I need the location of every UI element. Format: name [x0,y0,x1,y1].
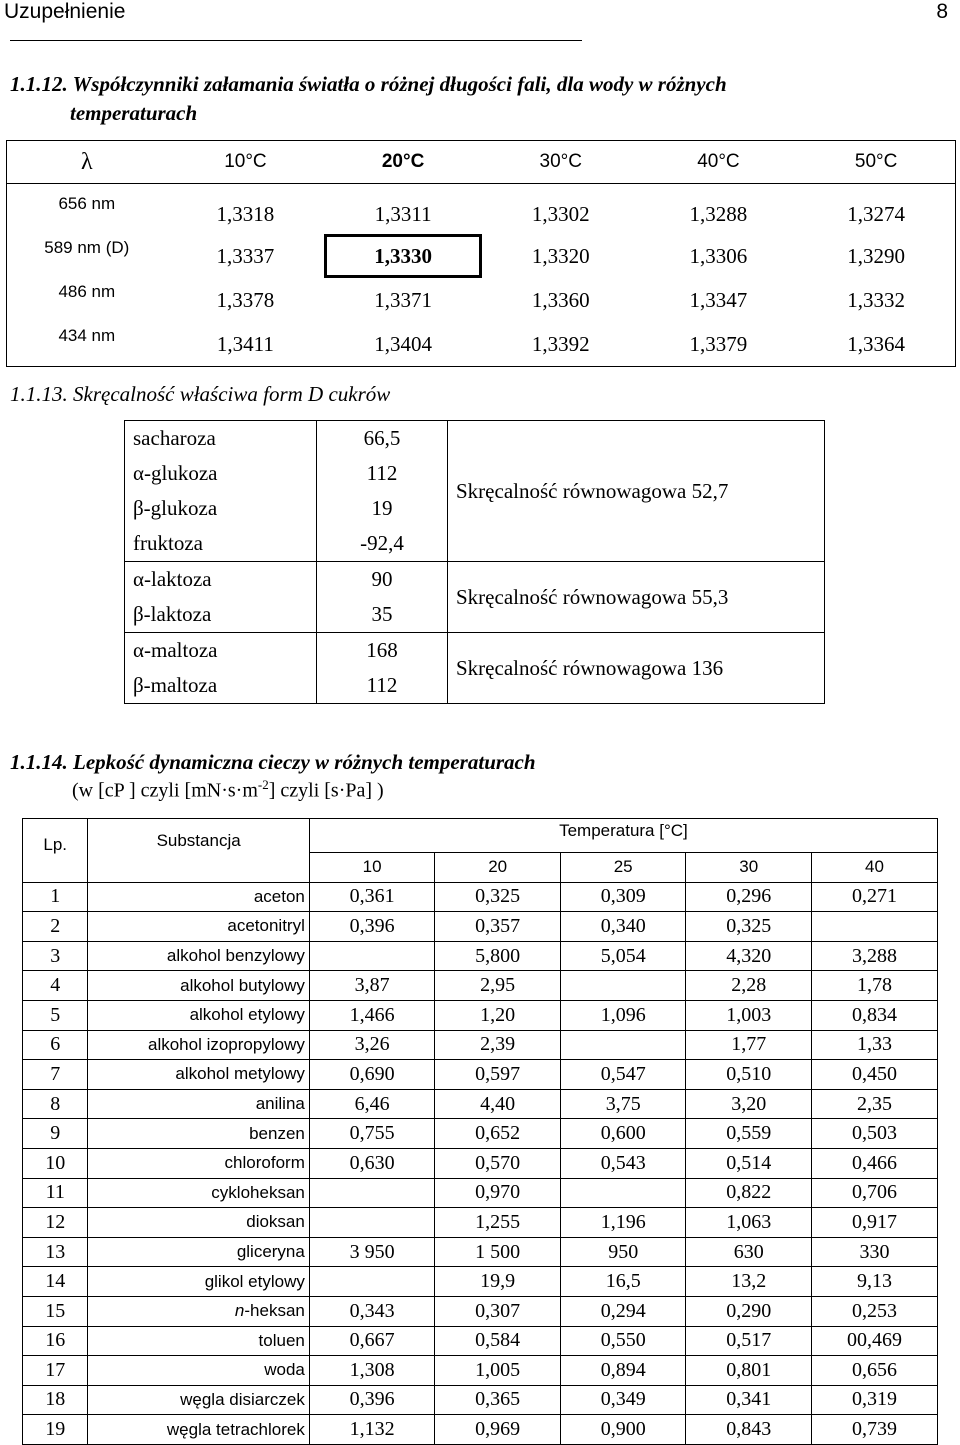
viscosity-value [811,912,937,942]
viscosity-value: 0,900 [560,1415,686,1445]
substance-name: alkohol butylowy [88,971,309,1001]
table-row [23,1148,938,1178]
temp-col-header: 10 [309,853,435,883]
table-row [7,234,956,278]
sugar-name: fruktoza [125,526,317,562]
viscosity-value: 0,570 [435,1148,561,1178]
row-number: 9 [23,1119,88,1149]
value-cell: 1,3347 [689,287,748,312]
substance-name: gliceryna [88,1237,309,1267]
substance-name: alkohol benzylowy [88,941,309,971]
header-title: Uzupełnienie [4,0,126,23]
rotation-value: 112 [317,668,448,704]
viscosity-value: 0,843 [686,1415,812,1445]
substance-name: alkohol etylowy [88,1000,309,1030]
viscosity-value: 16,5 [560,1267,686,1297]
viscosity-value [309,941,435,971]
viscosity-table [22,818,938,1445]
viscosity-value: 0,294 [560,1296,686,1326]
value-cell: 1,3320 [531,243,590,268]
rotation-value: 168 [317,633,448,669]
table-row [23,1089,938,1119]
value-cell: 1,3411 [216,331,274,356]
viscosity-value: 2,28 [686,971,812,1001]
substance-name: toluen [88,1326,309,1356]
table-row [23,1415,938,1445]
viscosity-value: 1,20 [435,1000,561,1030]
substance-name: aceton [88,882,309,912]
viscosity-value: 0,801 [686,1356,812,1386]
temperature-header: Temperatura [°C] [309,819,937,853]
wavelength-label: 656 nm [58,194,116,213]
row-number: 11 [23,1178,88,1208]
page-number: 8 [936,0,948,23]
viscosity-value: 13,2 [686,1267,812,1297]
viscosity-value: 0,690 [309,1060,435,1090]
viscosity-value: 0,253 [811,1296,937,1326]
viscosity-value: 6,46 [309,1089,435,1119]
row-number: 4 [23,971,88,1001]
viscosity-value: 0,917 [811,1208,937,1238]
sugar-name: β-glukoza [125,491,317,526]
viscosity-value: 1 500 [435,1237,561,1267]
rotation-value: -92,4 [317,526,448,562]
viscosity-value: 4,320 [686,941,812,971]
row-number: 17 [23,1356,88,1386]
viscosity-value: 5,054 [560,941,686,971]
viscosity-value: 9,13 [811,1267,937,1297]
table-row [23,912,938,942]
sugar-name: α-glukoza [125,456,317,491]
viscosity-value: 0,969 [435,1415,561,1445]
table-header-row [23,819,938,853]
substance-name: węgla tetrachlorek [88,1415,309,1445]
viscosity-value: 00,469 [811,1326,937,1356]
viscosity-value [309,1208,435,1238]
highlighted-value-cell: 1,3330 [324,234,482,278]
section3-subtitle: (w [cP ] czyli $[mN\cdot s\cdot m^{-2}]$ czyli [s·Pa] ) [72,777,384,802]
wavelength-label: 434 nm [58,326,116,345]
viscosity-value: 0,630 [309,1148,435,1178]
value-cell: 1,3306 [689,243,748,268]
table-row [7,322,956,367]
viscosity-value: 1,063 [686,1208,812,1238]
rotation-value: 112 [317,456,448,491]
value-cell: 1,3290 [847,243,905,268]
value-cell: 1,3364 [847,331,905,356]
table-row [23,1060,938,1090]
equilibrium-rotation: Skręcalność równowagowa 55,3 [448,562,825,633]
section3-title: 1.1.14. Lepkość dynamiczna cieczy w różnych temperaturach [10,750,536,774]
section1-title: 1.1.12. Współczynniki załamania światła o różnej długości fali, dla wody w różnych [10,72,727,96]
row-number: 3 [23,941,88,971]
equilibrium-rotation: Skręcalność równowagowa 52,7 [456,478,729,503]
temp-header: 50°C [797,141,955,184]
viscosity-value: 630 [686,1237,812,1267]
viscosity-value: 0,396 [309,912,435,942]
viscosity-value: 3,26 [309,1030,435,1060]
substance-header: Substancja [88,819,309,883]
viscosity-value: 0,656 [811,1356,937,1386]
table-row [23,1119,938,1149]
viscosity-value: 0,510 [686,1060,812,1090]
substance-name: glikol etylowy [88,1267,309,1297]
lambda-header: λ [7,141,167,184]
viscosity-value: 0,341 [686,1385,812,1415]
substance-name: anilina [88,1089,309,1119]
viscosity-value: 0,309 [560,882,686,912]
viscosity-value: 0,755 [309,1119,435,1149]
viscosity-value: 3,20 [686,1089,812,1119]
table-row [23,1237,938,1267]
temp-header: 20°C [324,141,482,184]
viscosity-value: 1,255 [435,1208,561,1238]
value-cell: 1,3318 [216,201,275,226]
viscosity-value: 0,894 [560,1356,686,1386]
viscosity-value: 0,550 [560,1326,686,1356]
rotation-value: 66,5 [317,421,448,457]
wavelength-label: 589 nm (D) [44,238,130,257]
substance-name: woda [88,1356,309,1386]
viscosity-value: 0,396 [309,1385,435,1415]
viscosity-value: 0,325 [435,882,561,912]
viscosity-value: 0,547 [560,1060,686,1090]
row-number: 8 [23,1089,88,1119]
row-number: 7 [23,1060,88,1090]
table-row [125,421,825,457]
substance-name: alkohol izopropylowy [88,1030,309,1060]
temp-col-header: 20 [435,853,561,883]
temp-col-header: 40 [811,853,937,883]
viscosity-value: 1,466 [309,1000,435,1030]
viscosity-value: 0,739 [811,1415,937,1445]
value-cell: 1,3332 [847,287,905,312]
sugar-name: β-laktoza [125,597,317,633]
viscosity-value [560,1030,686,1060]
substance-name: alkohol metylowy [88,1060,309,1090]
viscosity-value: 0,503 [811,1119,937,1149]
viscosity-value [309,1178,435,1208]
rotation-value: 35 [317,597,448,633]
viscosity-value: 0,343 [309,1296,435,1326]
viscosity-value: 0,319 [811,1385,937,1415]
value-cell: 1,3337 [216,243,275,268]
viscosity-value [309,1267,435,1297]
optical-rotation-table [124,420,825,704]
viscosity-value: 1,003 [686,1000,812,1030]
sugar-name: α-laktoza [125,562,317,598]
table-row [125,562,825,598]
table-row [7,184,956,235]
table-row [23,1178,938,1208]
viscosity-value: 0,600 [560,1119,686,1149]
viscosity-value: 0,357 [435,912,561,942]
viscosity-value: 5,800 [435,941,561,971]
row-number: 1 [23,882,88,912]
table-row [23,1000,938,1030]
row-number: 16 [23,1326,88,1356]
viscosity-value: 1,308 [309,1356,435,1386]
value-cell: 1,3379 [689,331,748,356]
viscosity-value [560,971,686,1001]
viscosity-value: 0,559 [686,1119,812,1149]
value-cell: 1,3360 [531,287,590,312]
viscosity-table-body [23,882,938,1444]
viscosity-value: 3,288 [811,941,937,971]
viscosity-value: 1,096 [560,1000,686,1030]
table-row [125,633,825,669]
viscosity-value: 330 [811,1237,937,1267]
viscosity-value [560,1178,686,1208]
viscosity-value: 0,597 [435,1060,561,1090]
table-header-row [7,141,956,184]
table-row [23,971,938,1001]
table-row [23,1208,938,1238]
viscosity-value: 0,271 [811,882,937,912]
value-cell: 1,3302 [531,201,590,226]
viscosity-value: 0,466 [811,1148,937,1178]
section1-title-cont: temperaturach [70,101,198,125]
equilibrium-rotation: Skręcalność równowagowa 136 [448,633,825,704]
viscosity-value: 1,78 [811,971,937,1001]
viscosity-value: 0,349 [560,1385,686,1415]
row-number: 5 [23,1000,88,1030]
row-number: 14 [23,1267,88,1297]
viscosity-value: 0,822 [686,1178,812,1208]
viscosity-value: 3,87 [309,971,435,1001]
viscosity-value: 0,290 [686,1296,812,1326]
temp-header: 30°C [482,141,640,184]
row-number: 2 [23,912,88,942]
viscosity-value: 0,514 [686,1148,812,1178]
table-row [23,941,938,971]
sugar-name: β-maltoza [125,668,317,704]
viscosity-value: 0,361 [309,882,435,912]
substance-name: węgla disiarczek [88,1385,309,1415]
value-cell: 1,3371 [374,287,432,312]
table-row [23,1030,938,1060]
substance-name: cykloheksan [88,1178,309,1208]
section2-title: 1.1.13. Skręcalność właściwa form D cukrów [10,382,391,406]
viscosity-value: 2,35 [811,1089,937,1119]
substance-name: dioksan [88,1208,309,1238]
table-row [23,882,938,912]
row-number: 19 [23,1415,88,1445]
table-row [23,1296,938,1326]
viscosity-value: 1,77 [686,1030,812,1060]
temp-header: 40°C [640,141,798,184]
value-cell: 1,3288 [689,201,748,226]
row-number: 18 [23,1385,88,1415]
viscosity-value: 2,95 [435,971,561,1001]
viscosity-value: 2,39 [435,1030,561,1060]
viscosity-value: 0,706 [811,1178,937,1208]
viscosity-value: 950 [560,1237,686,1267]
viscosity-value: 1,33 [811,1030,937,1060]
sugar-name: sacharoza [125,421,317,457]
temp-col-header: 30 [686,853,812,883]
substance-name: n-heksan [88,1296,309,1326]
row-number: 6 [23,1030,88,1060]
table-row [23,1326,938,1356]
value-cell: 1,3404 [374,331,432,356]
row-number: 12 [23,1208,88,1238]
row-number: 13 [23,1237,88,1267]
rotation-value: 90 [317,562,448,598]
value-cell: 1,3274 [847,201,905,226]
viscosity-value: 1,132 [309,1415,435,1445]
table-row [23,1385,938,1415]
rotation-value: 19 [317,491,448,526]
substance-name: benzen [88,1119,309,1149]
viscosity-value: 0,365 [435,1385,561,1415]
wavelength-label: 486 nm [58,282,116,301]
viscosity-value: 0,307 [435,1296,561,1326]
viscosity-value: 4,40 [435,1089,561,1119]
viscosity-value: 0,584 [435,1326,561,1356]
row-number: 10 [23,1148,88,1178]
header-rule [10,40,582,41]
viscosity-value: 0,970 [435,1178,561,1208]
row-number: 15 [23,1296,88,1326]
temp-col-header: 25 [560,853,686,883]
temp-header: 10°C [167,141,325,184]
value-cell: 1,3392 [531,331,590,356]
table-row [7,278,956,322]
viscosity-value: 1,005 [435,1356,561,1386]
lp-header: Lp. [23,819,88,883]
viscosity-value: 0,325 [686,912,812,942]
viscosity-value: 0,652 [435,1119,561,1149]
sugar-name: α-maltoza [125,633,317,669]
viscosity-value: 0,340 [560,912,686,942]
viscosity-value: 0,517 [686,1326,812,1356]
refractive-index-table [6,140,956,367]
value-cell: 1,3378 [216,287,275,312]
substance-name: acetonitryl [88,912,309,942]
viscosity-value: 0,296 [686,882,812,912]
table-row [23,1267,938,1297]
table-row [23,1356,938,1386]
viscosity-value: 3 950 [309,1237,435,1267]
viscosity-value: 1,196 [560,1208,686,1238]
value-cell: 1,3311 [374,201,432,226]
substance-name: chloroform [88,1148,309,1178]
viscosity-value: 0,667 [309,1326,435,1356]
viscosity-value: 19,9 [435,1267,561,1297]
viscosity-value: 0,834 [811,1000,937,1030]
viscosity-value: 3,75 [560,1089,686,1119]
viscosity-value: 0,450 [811,1060,937,1090]
viscosity-value: 0,543 [560,1148,686,1178]
